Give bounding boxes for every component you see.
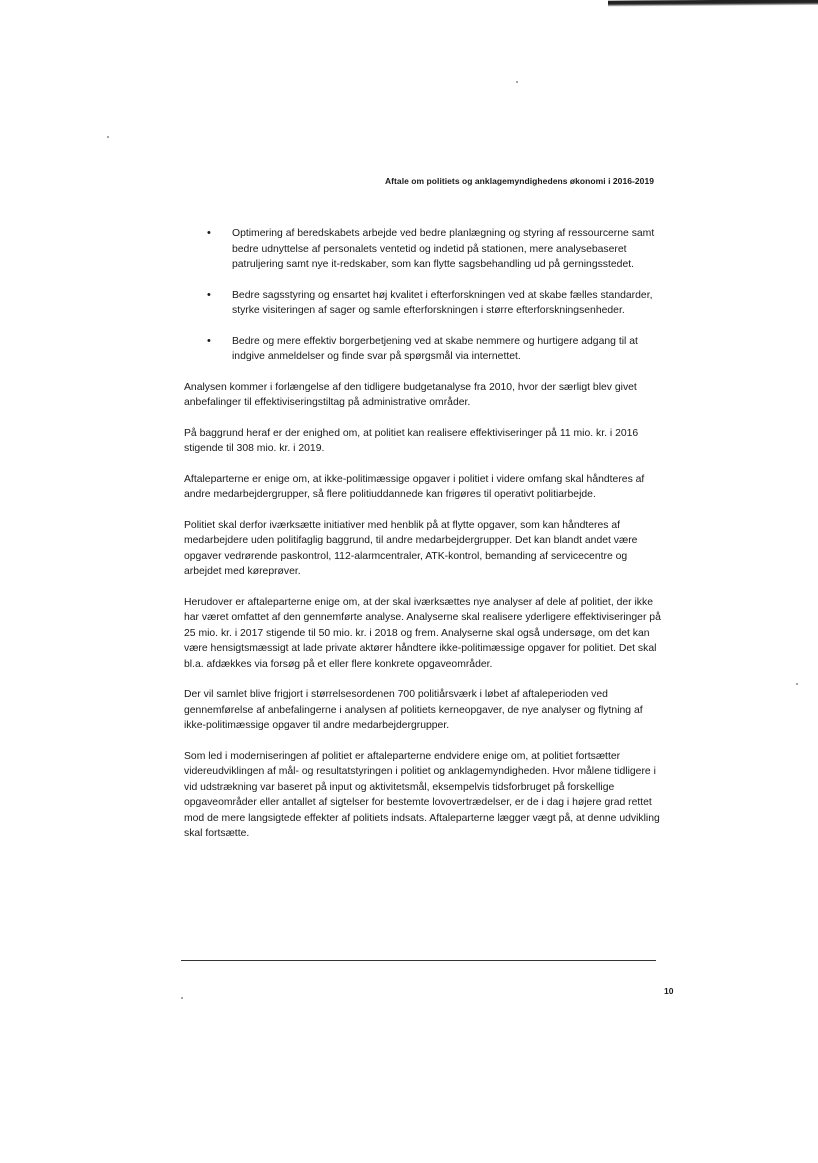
list-item (184, 226, 666, 273)
footer-divider (181, 960, 656, 961)
bullet-icon: • (207, 334, 211, 347)
paragraph: Analysen kommer i forlængelse af den tidligere budgetanalyse fra 2010, hvor der særligt blev givet anbefalinger til effektiviseringstiltag på administrative områder. (184, 381, 637, 408)
list-item (184, 334, 666, 365)
paragraph: Aftaleparterne er enige om, at ikke-politimæssige opgaver i politiet i videre omfang skal håndteres af andre medarbejdergrupper, så flere politiuddannede kan frigøres til operativt politiarbejde. (184, 473, 645, 500)
paragraph: Som led i moderniseringen af politiet er aftaleparterne endvidere enige om, at politiet fortsætter videreudviklingen af mål- og resultatstyringen i politiet og anklagemyndigheden. Hvor målene tidligere i vid udstrækning var baseret på input og aktivitetsmål, eksempelvis tidsforbruget på forskellige opgaveområder eller antallet af sigtelser for bestemte lovovertrædelser, er de i dag i højere grad rettet mod de mere langsigtede effekter af politiets indsats. Aftaleparterne lægger vægt på, at denne udvikling skal fortsætte. (184, 750, 660, 839)
paragraph: På baggrund heraf er der enighed om, at politiet kan realisere effektiviseringer på 11 mio. kr. i 2016 stigende til 308 mio. kr. i 2019. (184, 427, 639, 454)
document-body (184, 226, 666, 857)
list-item (184, 288, 666, 319)
bullet-icon: • (207, 288, 211, 301)
bullet-list (184, 226, 666, 365)
scan-speck (181, 997, 183, 999)
bullet-text: Bedre sagsstyring og ensartet høj kvalitet i efterforskningen ved at skabe fælles standarder, styrke visiteringen af sager og samle efterforskningen i større efterforskningsenheder. (232, 289, 653, 316)
paragraph: Der vil samlet blive frigjort i størrelsesordenen 700 politiårsværk i løbet af aftaleperioden ved gennemførelse af anbefalingerne i analysen af politiets kerneopgaver, de nye analyser og flytning af ikke-politimæssige opgaver til andre medarbejdergrupper. (184, 689, 643, 731)
scan-speck (796, 683, 798, 685)
running-header: Aftale om politiets og anklagemyndighedens økonomi i 2016-2019 (384, 176, 654, 186)
paragraph: Politiet skal derfor iværksætte initiativer med henblik på at flytte opgaver, som kan håndteres af medarbejdere uden politifaglig baggrund, til andre medarbejdergrupper. Det kan blandt andet være opgaver vedrørende paskontrol, 112-alarmcentraler, ATK-kontrol, bemanding af servicecentre og arbejdet med køreprøver. (184, 519, 638, 577)
bullet-text: Optimering af beredskabets arbejde ved bedre planlægning og styring af ressourcerne samt bedre udnyttelse af personalets ventetid og indetid på stationen, mere analysebaseret patruljering samt nye it-redskaber, som kan flytte sagsbehandling ud på gerningsstedet. (232, 228, 655, 270)
bullet-text: Bedre og mere effektiv borgerbetjening ved at skabe nemmere og hurtigere adgang til at indgive anmeldelser og finde svar på spørgsmål via internettet. (232, 335, 638, 362)
scan-speck (516, 81, 518, 83)
paragraph: Herudover er aftaleparterne enige om, at der skal iværksættes nye analyser af dele af politiet, der ikke har været omfattet af den gennemførte analyse. Analyserne skal realisere yderligere effektiviseringer på 25 mio. kr. i 2017 stigende til 50 mio. kr. i 2018 og frem. Analyserne skal også undersøge, om det kan være hensigtsmæssigt at lade private aktører håndtere ikke-politimæssige opgaver for politiet. Det skal bl.a. afdækkes via forsøg på et eller flere konkrete opgaveområder. (184, 596, 661, 670)
scan-edge-mark (608, 0, 818, 7)
scan-speck (107, 136, 109, 138)
page-number: 10 (664, 986, 674, 996)
bullet-icon: • (207, 227, 211, 239)
